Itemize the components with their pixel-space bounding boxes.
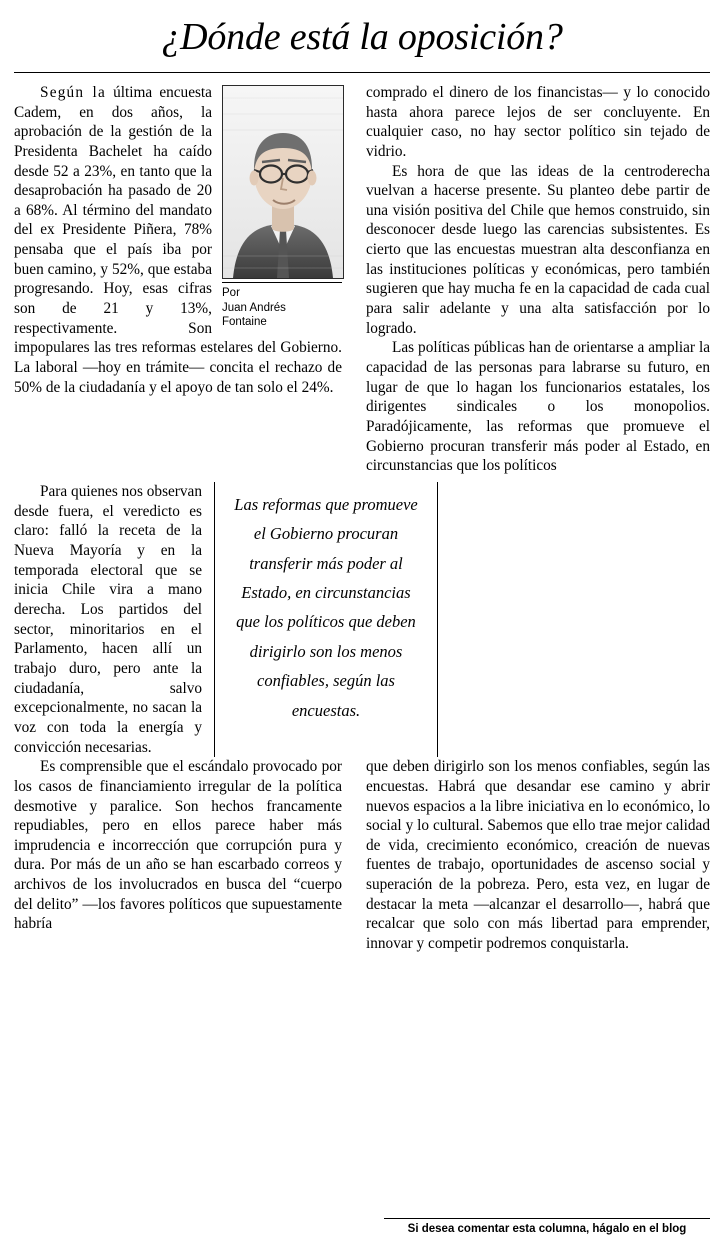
- paragraph-right-2: Es hora de que las ideas de la centroderecha vuelvan a hacerse presente. Su planteo debe partir de una visión positiva del Chile que hemos construido, sin desconocer desde luego las carencias subsistentes. Es cierto que las encuestas muestran alta desconfianza en las instituciones políticas y económicas, pero también sugieren que hay mucha fe en la capacidad de cada cual para salir adelante y una alta satisfacción por lo logrado.: [366, 162, 710, 337]
- column-left-lower: [14, 757, 354, 954]
- column-right-lower: [354, 757, 710, 954]
- byline-prefix: Por: [222, 286, 240, 299]
- upper-columns: [0, 83, 724, 476]
- paragraph-left-2: Para quienes nos observan desde fuera, el veredicto es claro: falló la receta de la Nueva Mayoría y en la temporada electoral que se inicia Chile vira a mano derecha. Los partidos del sector, minoritarios en el Parlamento, hacen allí un trabajo duro, pero ante la ciudadanía, salvo excepcionalmente, no sacan la voz con toda la energía y convicción necesarias.: [14, 483, 202, 756]
- columnist-photo: [222, 85, 344, 279]
- paragraph-left-1-rest: última encuesta Cadem, en dos años, la aprobación de la gestión de la Presidenta Bachelet ha caído desde 52 a 23%, en tanto que la desaprobación ha pasado de 20 a 68%. Al término del mandato del ex Presidente Piñera, 78% pensaba que el país iba por buen camino, y 52%, que estaba progresando. Hoy, esas cifras son de 21 y 13%, respectivamente. Son impopulares las tres reformas estelares del Gobierno. La laboral —hoy en trámite— concita el rechazo de 50% de la ciudadanía y el apoyo de tan solo el 24%.: [14, 83, 342, 396]
- column-left-middle: [14, 482, 214, 757]
- photo-block: [222, 85, 342, 330]
- pullquote-band: [14, 482, 710, 757]
- byline-name-line1: Juan Andrés: [222, 301, 286, 314]
- paragraph-left-3: Es comprensible que el escándalo provocado por los casos de financiamiento irregular de la política desmotive y paralice. Son hechos francamente repudiables, pero en ellos parece haber más imprudencia e incorrección que corrupción pura y dura. Por más de un año se han escarbado correos y archivos de los involucrados en busca del “cuerpo del delito” —los favores políticos que supuestamente habría: [14, 758, 342, 933]
- pull-quote: Las reformas que promueve el Gobierno procuran transferir más poder al Estado, en circunstancias que los políticos que deben dirigirlo son los menos confiables, según las encuestas.: [214, 482, 438, 757]
- footer-note: Si desea comentar esta columna, hágalo en el blog: [407, 1223, 687, 1235]
- paragraph-right-1: comprado el dinero de los financistas— y lo conocido hasta ahora parece lejos de ser concluyente. En cualquier caso, no hay sector político sin tejado de vidrio.: [366, 83, 710, 160]
- header-divider: [14, 72, 710, 73]
- column-right-upper: [354, 83, 710, 476]
- column-left-upper: [14, 83, 354, 476]
- paragraph-right-3: Las políticas públicas han de orientarse a ampliar la capacidad de las personas para labrarse su futuro, en lugar de que lo hagan los funcionarios estatales, los dirigentes sindicales o los monopolios. Paradójicamente, las reformas que promueve el Gobierno procuran transferir más poder al Estado, en circunstancias que los políticos: [366, 339, 710, 475]
- page-title: ¿Dónde está la oposición?: [161, 16, 563, 58]
- column-right-middle: [438, 482, 710, 757]
- byline-name-line2: Fontaine: [222, 316, 267, 329]
- footer: [0, 1218, 724, 1235]
- paragraph-right-3-cont: que deben dirigirlo son los menos confiables, según las encuestas. Habrá que desandar ese camino y abrir nuevos espacios a la libre iniciativa en lo económico, lo social y lo cultural. Sabemos que ello trae mejor calidad de vida, crecimiento económico, creación de nuevas fuentes de trabajo, oportunidades de ascenso social y superación de la pobreza. Pero, esta vez, en lugar de destacar la meta —alcanzar el desarrollo—, habrá que recalcar que solo con más libertad para emprender, innovar y competir podremos conquistarla.: [366, 758, 710, 953]
- byline: [222, 282, 342, 330]
- footer-divider: [384, 1218, 710, 1219]
- lower-columns: [14, 757, 710, 954]
- article-page: [0, 18, 724, 1243]
- lead-in-text: Según la: [40, 83, 106, 101]
